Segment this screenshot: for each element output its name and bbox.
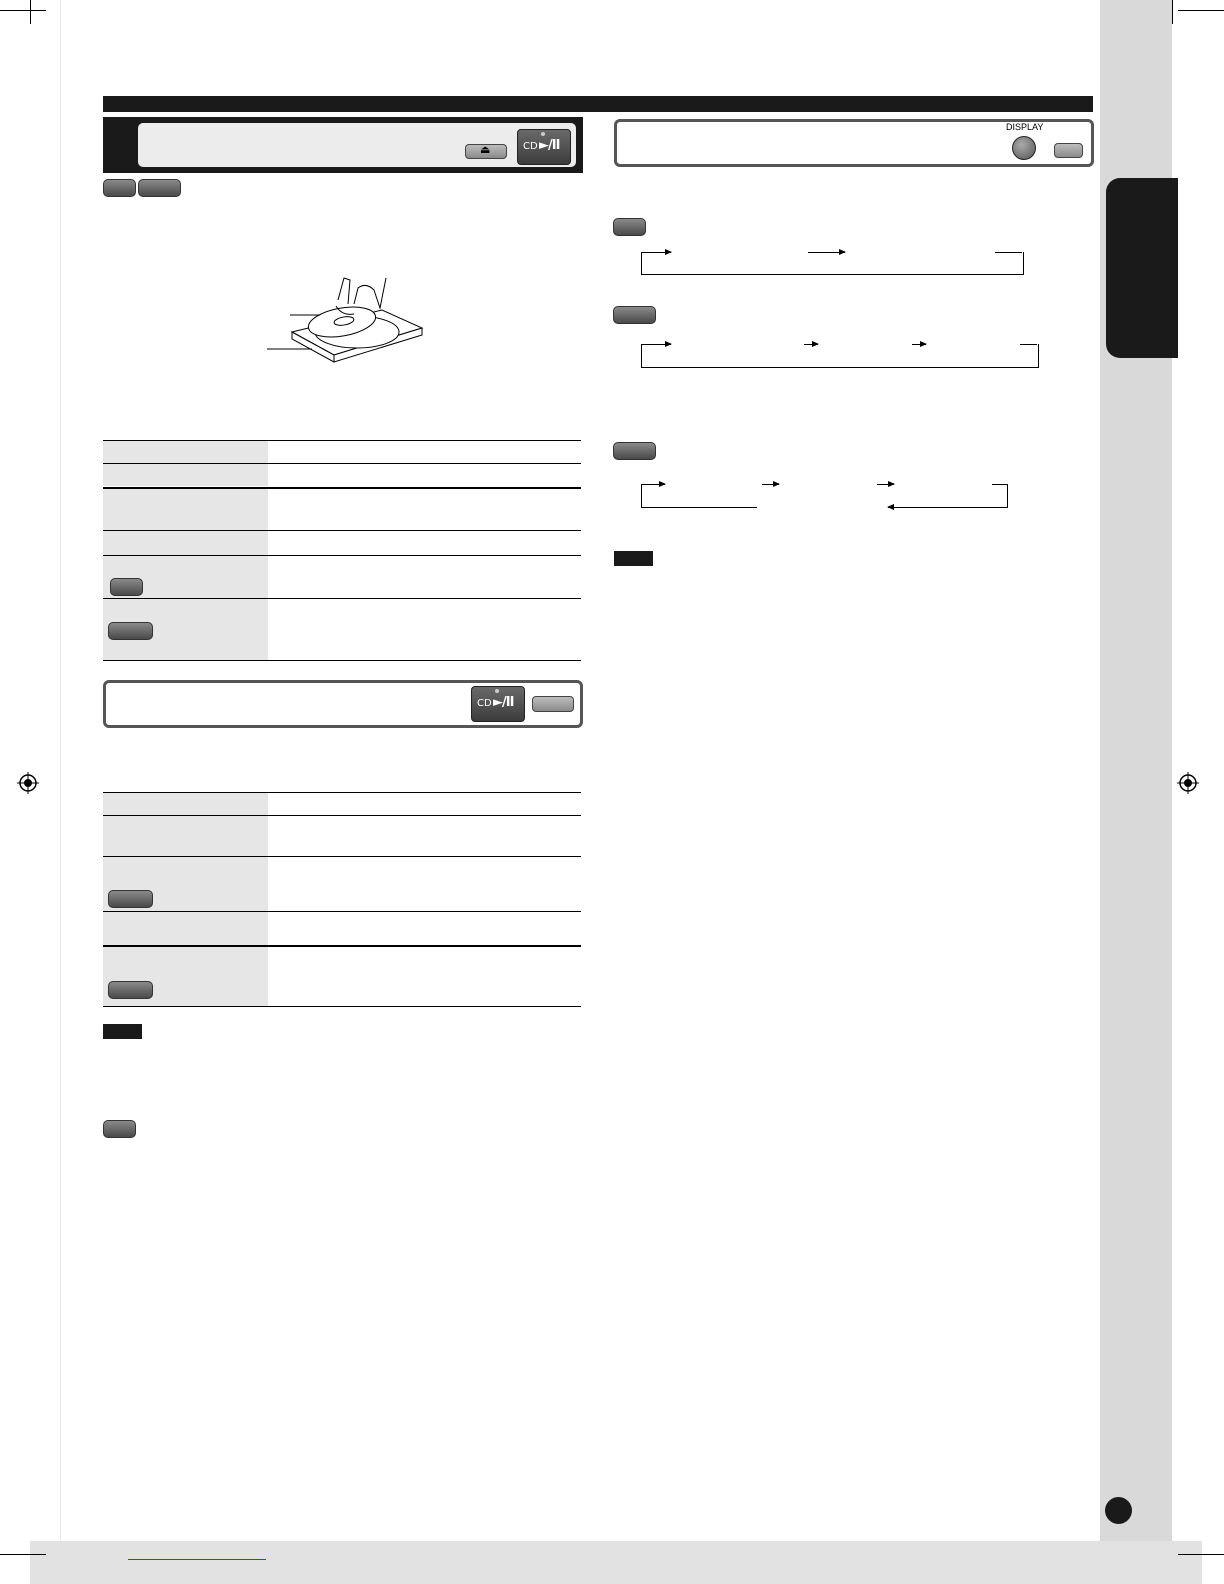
table-row (103, 464, 581, 486)
remote-button[interactable] (1054, 143, 1083, 158)
disc-type-tag (108, 890, 153, 908)
table-row (103, 441, 581, 463)
registration-mark-icon (17, 772, 39, 794)
cycle-arrow (641, 484, 665, 485)
cycle-arrow (877, 484, 894, 485)
table-rule (103, 1006, 581, 1007)
footer-link-underline[interactable] (128, 1559, 266, 1560)
page-number-badge (1105, 1497, 1132, 1524)
eject-button[interactable] (465, 144, 507, 159)
cycle-arrow (641, 252, 671, 253)
cycle-arrow (641, 344, 671, 345)
crop-mark (1178, 1554, 1224, 1555)
cycle-arrow (808, 252, 845, 253)
crop-mark (0, 10, 46, 11)
cycle-line (641, 507, 757, 508)
crop-mark (1172, 0, 1173, 24)
disc-type-tag (613, 306, 656, 324)
cycle-line (641, 484, 642, 507)
disc-type-tag (138, 179, 181, 197)
cycle-line (1020, 344, 1037, 345)
cycle-arrow (804, 344, 818, 345)
row-label-cell (103, 531, 268, 555)
disc-type-tag (613, 442, 656, 460)
disc-type-tag (103, 1120, 136, 1138)
table-rule (103, 660, 581, 661)
table-row (103, 947, 581, 1006)
cd-play-pause-icon: ►/II (539, 138, 560, 153)
cd-play-pause-button[interactable] (471, 686, 525, 722)
cycle-arrow (888, 507, 1008, 508)
table-row (103, 599, 581, 660)
table-row (103, 531, 581, 555)
cd-label: CD (477, 698, 492, 709)
table-row (103, 556, 581, 598)
cycle-line (992, 484, 1008, 485)
cycle-line (995, 252, 1022, 253)
cycle-diagram-frame (641, 252, 1024, 275)
crop-mark (30, 0, 31, 24)
row-label-cell (103, 816, 268, 856)
cycle-arrow (762, 484, 779, 485)
eject-icon: ⏏ (480, 143, 491, 156)
remote-button[interactable] (532, 696, 574, 712)
section-header-bar (103, 96, 1093, 112)
registration-mark-icon (1177, 772, 1199, 794)
table-row (103, 912, 581, 945)
load-disc-panel (103, 117, 583, 173)
row-label-cell (103, 489, 268, 530)
disc-type-tag (108, 622, 153, 640)
note-tag (103, 1024, 142, 1039)
note-tag (614, 551, 653, 566)
bottom-strip (30, 1541, 1202, 1584)
cd-label: CD (523, 141, 538, 152)
cycle-diagram-frame (641, 344, 1039, 368)
crop-mark (1178, 10, 1224, 11)
cd-play-pause-button[interactable] (517, 129, 571, 165)
cycle-arrow (912, 344, 926, 345)
section-side-tab (1106, 178, 1178, 358)
cd-play-pause-icon: ►/II (493, 695, 514, 710)
row-label-cell (103, 912, 268, 945)
row-label-cell (103, 464, 268, 486)
cycle-line (1007, 484, 1008, 507)
crop-mark (0, 1554, 46, 1555)
table-row (103, 816, 581, 856)
indicator-dot (495, 689, 499, 693)
load-disc-panel-inner (138, 123, 576, 167)
disc-type-tag (613, 218, 646, 236)
display-label: DISPLAY (1006, 122, 1044, 132)
disc-type-tag (108, 981, 153, 999)
table-row (103, 857, 581, 911)
disc-type-tag (103, 179, 136, 197)
row-label-cell (103, 793, 268, 815)
table-row (103, 489, 581, 530)
disc-type-tag (110, 578, 143, 596)
indicator-dot (541, 132, 545, 136)
display-button-icon[interactable] (1012, 136, 1036, 160)
disc-tray-illustration (262, 270, 432, 375)
table-row (103, 793, 581, 815)
row-label-cell (103, 441, 268, 463)
left-margin-rule (60, 0, 61, 1541)
